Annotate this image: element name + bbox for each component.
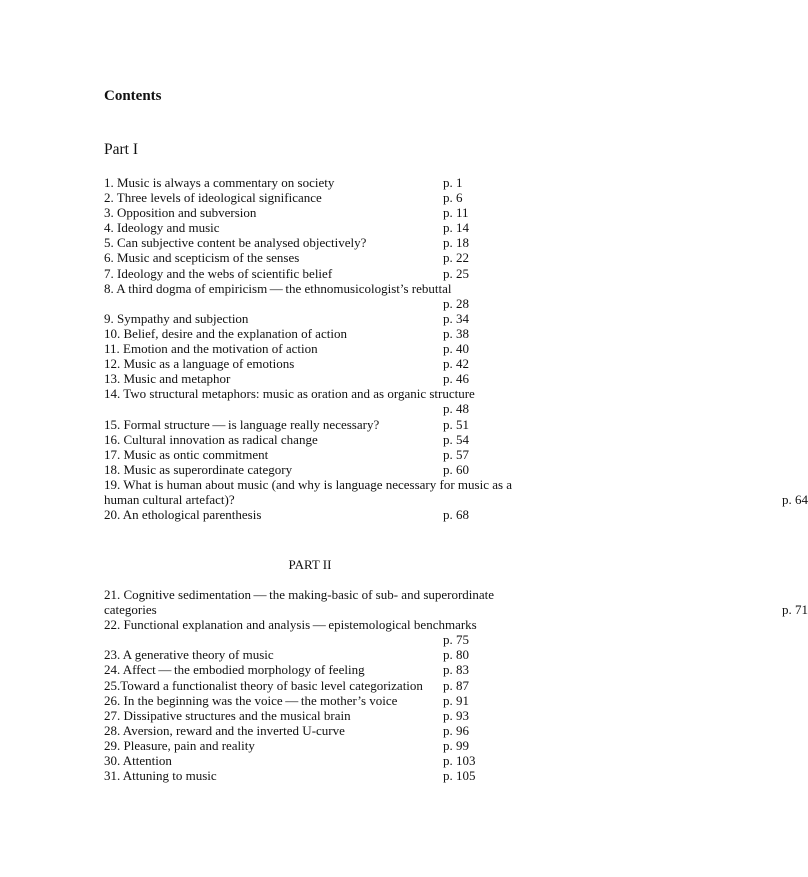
entry-page: p. 83 [443, 662, 469, 678]
entry-title: 6. Music and scepticism of the senses [104, 250, 300, 266]
entry-title: 17. Music as ontic commitment [104, 446, 269, 462]
part-one-list [104, 175, 808, 523]
entry-page: p. 25 [443, 265, 469, 281]
entry-page: p. 64 [782, 491, 808, 507]
entry-title: 3. Opposition and subversion [104, 205, 257, 221]
entry-title: 11. Emotion and the motivation of action [104, 341, 318, 357]
entry-page: p. 38 [443, 325, 469, 341]
entry-page: p. 57 [443, 446, 469, 462]
entry-title: 18. Music as superordinate category [104, 461, 293, 477]
entry-title: 14. Two structural metaphors: music as oration and as organic structure [104, 386, 475, 402]
entry-page: p. 96 [443, 722, 469, 738]
toc-entry [104, 250, 534, 265]
entry-title: 27. Dissipative structures and the musical brain [104, 707, 351, 723]
entry-page: p. 11 [443, 205, 469, 221]
toc-entry [104, 587, 808, 618]
entry-title: 7. Ideology and the webs of scientific belief [104, 265, 333, 281]
toc-entry [104, 617, 534, 647]
toc-entry [104, 768, 534, 783]
toc-entry [104, 266, 534, 281]
toc-entry [104, 432, 534, 447]
entry-title: 9. Sympathy and subjection [104, 310, 249, 326]
entry-title: 29. Pleasure, pain and reality [104, 737, 255, 753]
entry-title: 30. Attention [104, 753, 172, 769]
entry-title: 5. Can subjective content be analysed objectively? [104, 235, 367, 251]
entry-title: 28. Aversion, reward and the inverted U-curve [104, 722, 345, 738]
toc-entry [104, 235, 534, 250]
entry-page: p. 75 [443, 632, 469, 648]
toc-entry [104, 678, 534, 693]
entry-page: p. 60 [443, 461, 469, 477]
toc-entry [104, 205, 534, 220]
entry-page: p. 54 [443, 431, 469, 447]
entry-title: 24. Affect — the embodied morphology of feeling [104, 662, 365, 678]
entry-page: p. 71 [782, 602, 808, 618]
entry-title: 2. Three levels of ideological significance [104, 190, 322, 206]
entry-title: 31. Attuning to music [104, 768, 217, 784]
toc-entry [104, 175, 534, 190]
entry-title: 8. A third dogma of empiricism — the ethnomusicologist’s rebuttal [104, 280, 452, 296]
toc-entry [104, 190, 534, 205]
entry-page: p. 6 [443, 190, 463, 206]
entry-title: 19. What is human about music (and why is language necessary for music as a human cultural artefact)? [104, 476, 513, 507]
entry-page: p. 28 [443, 295, 469, 311]
entry-title: 21. Cognitive sedimentation — the making-basic of sub- and superordinate categories [104, 587, 495, 618]
entry-page: p. 93 [443, 707, 469, 723]
toc-entry [104, 693, 534, 708]
entry-page: p. 103 [443, 753, 476, 769]
toc-entry [104, 738, 534, 753]
part-one-title: Part I [104, 141, 139, 158]
toc-entry [104, 662, 534, 677]
toc-entry [104, 326, 534, 341]
entry-page: p. 22 [443, 250, 469, 266]
entry-title: 22. Functional explanation and analysis — epistemological benchmarks [104, 617, 477, 633]
entry-title: 10. Belief, desire and the explanation of action [104, 325, 347, 341]
entry-page: p. 105 [443, 768, 476, 784]
entry-page: p. 87 [443, 677, 469, 693]
entry-title: 16. Cultural innovation as radical change [104, 431, 318, 447]
toc-entry [104, 311, 534, 326]
entry-page: p. 91 [443, 692, 469, 708]
entry-page: p. 80 [443, 647, 469, 663]
toc-entry [104, 386, 534, 416]
toc-entry [104, 447, 534, 462]
entry-title: 20. An ethological parenthesis [104, 507, 262, 523]
entry-title: 1. Music is always a commentary on society [104, 175, 335, 190]
toc-entry [104, 723, 534, 738]
toc-entry [104, 417, 534, 432]
toc-entry [104, 476, 808, 507]
entry-page: p. 99 [443, 737, 469, 753]
entry-page: p. 1 [443, 175, 463, 190]
toc-entry [104, 281, 534, 311]
entry-page: p. 40 [443, 341, 469, 357]
toc-entry [104, 708, 534, 723]
entry-title: 12. Music as a language of emotions [104, 356, 295, 372]
toc-entry [104, 462, 534, 477]
entry-title: 26. In the beginning was the voice — the mother’s voice [104, 692, 398, 708]
entry-title: 25.Toward a functionalist theory of basic level categorization [104, 677, 423, 693]
entry-title: 4. Ideology and music [104, 220, 220, 236]
part-two-list [104, 587, 808, 784]
entry-page: p. 68 [443, 507, 469, 523]
toc-entry [104, 356, 534, 371]
entry-page: p. 18 [443, 235, 469, 251]
entry-title: 15. Formal structure — is language really necessary? [104, 416, 380, 432]
entry-page: p. 34 [443, 310, 469, 326]
page-title: Contents [104, 88, 162, 104]
part-two-title: PART II [288, 557, 332, 572]
toc-entry [104, 341, 534, 356]
toc-entry [104, 647, 534, 662]
entry-page: p. 48 [443, 401, 469, 417]
entry-page: p. 42 [443, 356, 469, 372]
toc-entry [104, 753, 534, 768]
toc-entry [104, 220, 534, 235]
entry-title: 13. Music and metaphor [104, 371, 231, 387]
entry-page: p. 51 [443, 416, 469, 432]
entry-page: p. 14 [443, 220, 469, 236]
entry-title: 23. A generative theory of music [104, 647, 274, 663]
entry-page: p. 46 [443, 371, 469, 387]
toc-entry [104, 371, 534, 386]
toc-entry [104, 507, 534, 522]
